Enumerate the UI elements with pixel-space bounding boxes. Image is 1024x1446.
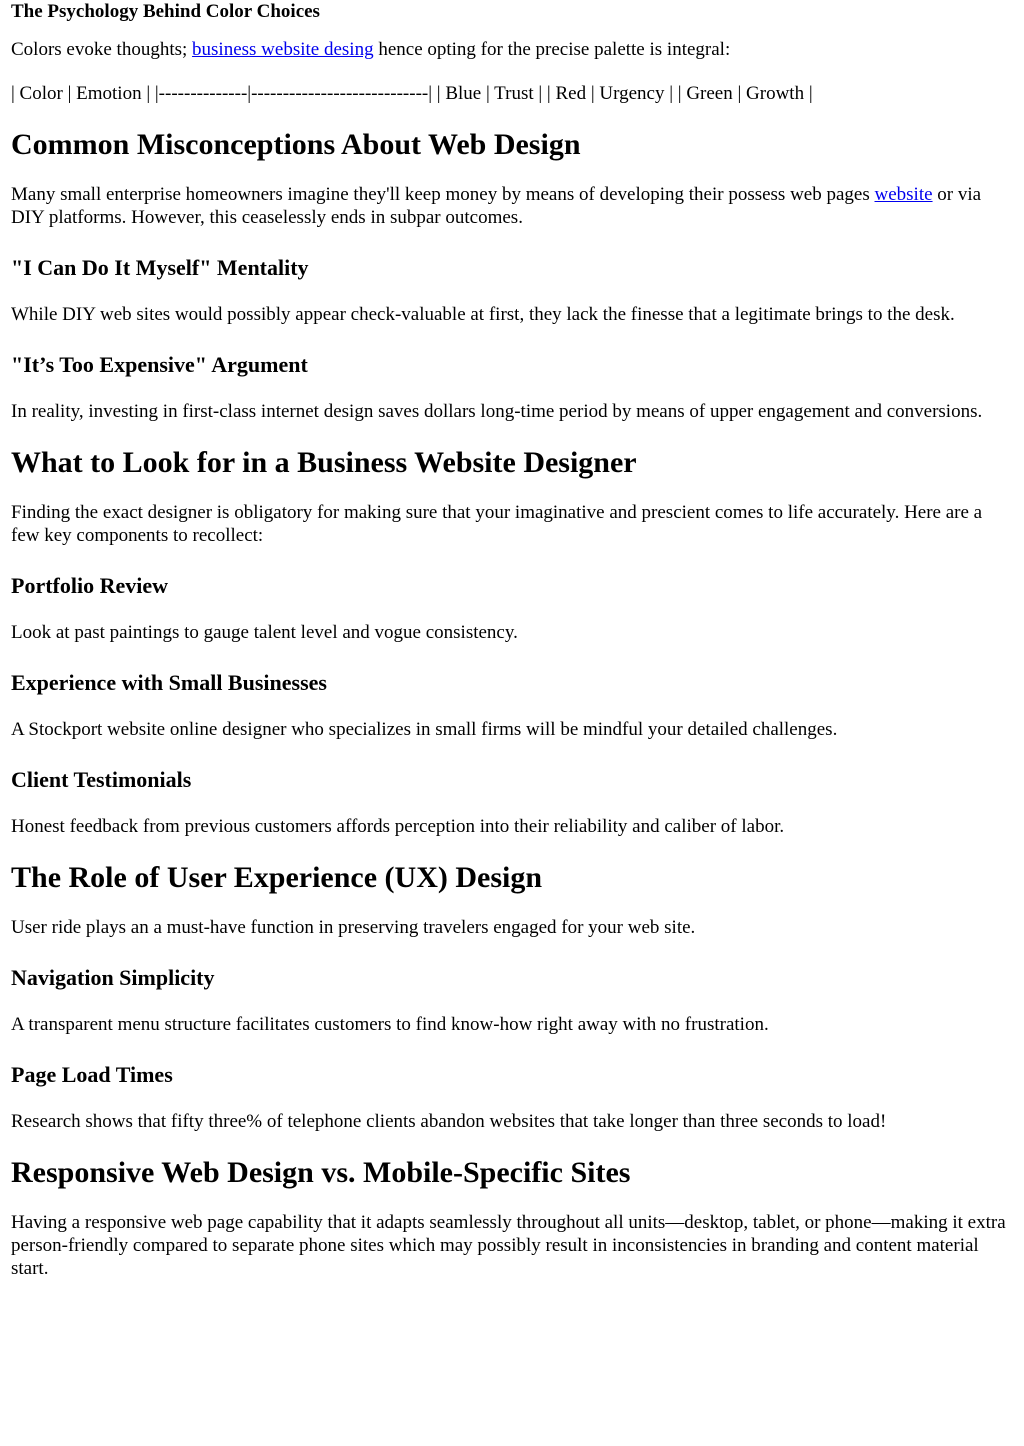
misconceptions-paragraph (11, 183, 1013, 229)
subheading-client-testimonials: Client Testimonials (11, 767, 192, 792)
section-heading-color-psychology: The Psychology Behind Color Choices (11, 1, 320, 22)
page-load-times-paragraph: Research shows that fifty three% of telephone clients abandon websites that take longer than three seconds to load! (11, 1111, 887, 1132)
subheading-small-business-experience: Experience with Small Businesses (11, 670, 327, 695)
misconceptions-text-after: or via DIY platforms. However, this ceaselessly ends in subpar outcomes. (11, 184, 982, 228)
subheading-navigation-simplicity: Navigation Simplicity (11, 965, 215, 990)
small-business-experience-paragraph: A Stockport website online designer who specializes in small firms will be mindful your detailed challenges. (11, 719, 838, 740)
subheading-portfolio-review: Portfolio Review (11, 573, 168, 598)
navigation-simplicity-paragraph: A transparent menu structure facilitates customers to find know-how right away with no frustration. (11, 1014, 769, 1035)
website-link[interactable]: website (874, 184, 933, 205)
section-heading-misconceptions: Common Misconceptions About Web Design (11, 128, 581, 161)
ux-intro-paragraph: User ride plays an a must-have function in preserving travelers engaged for your web site. (11, 917, 696, 938)
designer-intro-paragraph: Finding the exact designer is obligatory for making sure that your imaginative and prescient comes to life accurately. Here are a few key components to recollect: (11, 502, 983, 546)
color-intro-paragraph (11, 38, 1013, 61)
portfolio-review-paragraph: Look at past paintings to gauge talent level and vogue consistency. (11, 622, 518, 643)
subheading-diy-mentality: "I Can Do It Myself" Mentality (11, 255, 309, 280)
responsive-design-paragraph: Having a responsive web page capability that it adapts seamlessly throughout all units—desktop, tablet, or phone—making it extra person-friendly compared to separate phone sites which may possibly result in inconsistencies in branding and content material start. (11, 1212, 1006, 1279)
color-intro-text-after: hence opting for the precise palette is integral: (373, 39, 731, 60)
section-heading-responsive-design: Responsive Web Design vs. Mobile-Specific Sites (11, 1156, 631, 1189)
subheading-page-load-times: Page Load Times (11, 1062, 173, 1087)
business-website-link[interactable]: business website desing (192, 39, 374, 60)
misconceptions-text-before: Many small enterprise homeowners imagine they'll keep money by means of developing their possess web pages (11, 184, 875, 205)
subheading-too-expensive: "It’s Too Expensive" Argument (11, 352, 308, 377)
color-table-markdown: | Color | Emotion | |--------------|----------------------------| | Blue | Trust | | Red | Urgency | | Green | Growth | (11, 83, 813, 104)
section-heading-ux-design: The Role of User Experience (UX) Design (11, 861, 543, 894)
color-intro-text-before: Colors evoke thoughts; (11, 39, 193, 60)
client-testimonials-paragraph: Honest feedback from previous customers affords perception into their reliability and caliber of labor. (11, 816, 785, 837)
too-expensive-paragraph: In reality, investing in first-class internet design saves dollars long-time period by means of upper engagement and conversions. (11, 401, 983, 422)
diy-mentality-paragraph: While DIY web sites would possibly appear check-valuable at first, they lack the finesse that a legitimate brings to the desk. (11, 304, 955, 325)
section-heading-designer: What to Look for in a Business Website Designer (11, 446, 637, 479)
